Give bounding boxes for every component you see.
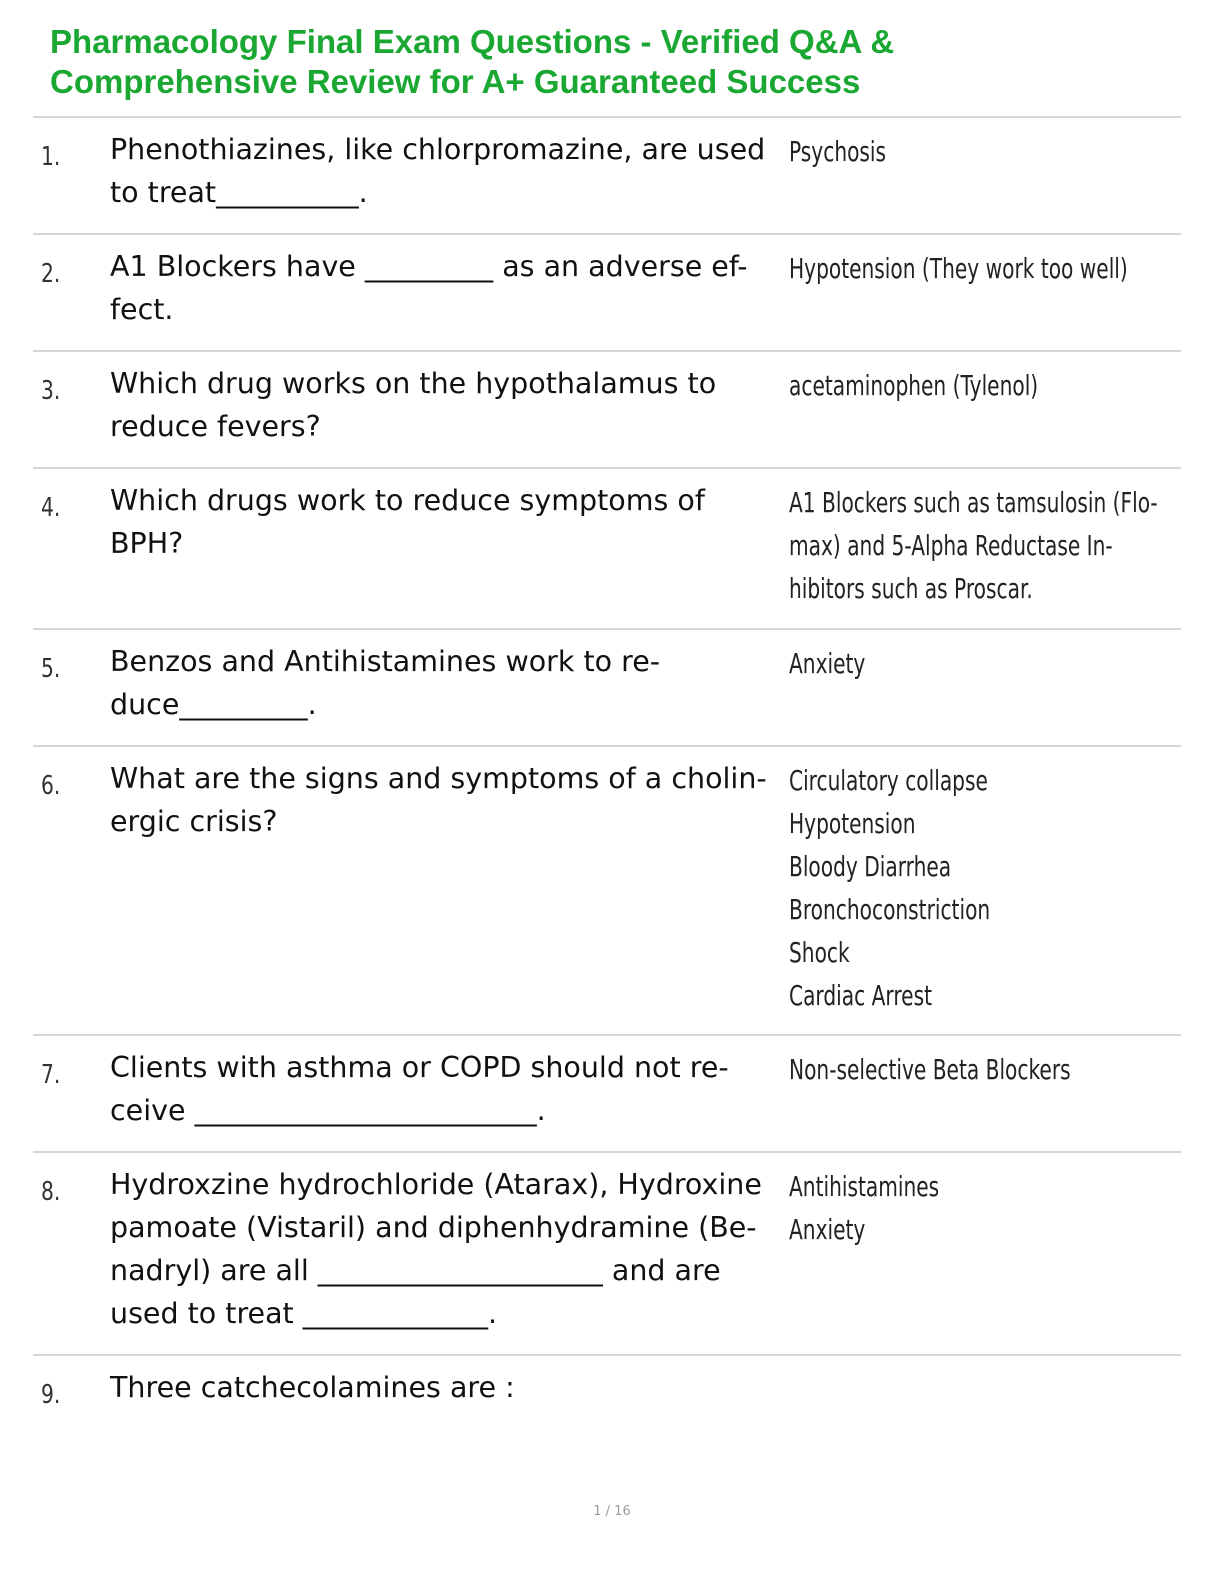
answer-line: max) and 5-Alpha Reductase In- — [789, 529, 1113, 562]
answer-line: acetaminophen (Tylenol) — [789, 369, 1039, 402]
question-line: nadryl) are all ____________________ and are — [110, 1254, 721, 1287]
question-number: 7. — [41, 1060, 61, 1090]
question-number: 8. — [41, 1177, 61, 1207]
question-number: 3. — [41, 376, 61, 406]
question-text — [110, 128, 782, 214]
question-number: 2. — [41, 259, 61, 289]
answer-text — [789, 130, 1163, 173]
question-number: 1. — [41, 142, 61, 172]
answer-line: Antihistamines — [789, 1170, 940, 1203]
question-line: Hydroxzine hydrochloride (Atarax), Hydroxine — [110, 1168, 762, 1201]
question-line: reduce fevers? — [110, 410, 321, 443]
answer-line: Bloody Diarrhea — [789, 850, 952, 883]
answer-text — [789, 1165, 1163, 1251]
question-line: Which drugs work to reduce symptoms of — [110, 484, 705, 517]
question-line: Clients with asthma or COPD should not re- — [110, 1051, 729, 1084]
question-text — [110, 757, 782, 843]
answer-line: Hypotension (They work too well) — [789, 252, 1128, 285]
answer-line: Non-selective Beta Blockers — [789, 1053, 1071, 1086]
question-number: 6. — [41, 771, 61, 801]
qa-item — [33, 747, 1181, 1036]
question-text — [110, 1366, 782, 1409]
answer-line: Anxiety — [789, 1213, 866, 1246]
question-number: 4. — [41, 493, 61, 523]
question-line: to treat__________. — [110, 176, 368, 209]
question-line: Phenothiazines, like chlorpromazine, are used — [110, 133, 766, 166]
answer-text — [789, 247, 1163, 290]
answer-line: Bronchoconstriction — [789, 893, 991, 926]
question-line: duce_________. — [110, 688, 317, 721]
question-text — [110, 245, 782, 331]
question-line: What are the signs and symptoms of a cholin- — [110, 762, 767, 795]
question-line: Three catchecolamines are : — [110, 1371, 515, 1404]
question-number: 5. — [41, 654, 61, 684]
qa-item — [33, 1356, 1181, 1476]
question-line: pamoate (Vistaril) and diphenhydramine (Be- — [110, 1211, 757, 1244]
question-line: ergic crisis? — [110, 805, 278, 838]
question-text — [110, 1046, 782, 1132]
qa-list — [33, 118, 1181, 1476]
question-text — [110, 640, 782, 726]
answer-line: hibitors such as Proscar. — [789, 572, 1033, 605]
question-line: fect. — [110, 293, 174, 326]
answer-line: Shock — [789, 936, 850, 969]
answer-text — [789, 364, 1163, 407]
answer-line: Cardiac Arrest — [789, 979, 932, 1012]
question-line: BPH? — [110, 527, 184, 560]
qa-item — [33, 630, 1181, 747]
document-title — [50, 22, 1190, 102]
title-line-2: Comprehensive Review for A+ Guaranteed Success — [50, 63, 861, 100]
qa-item — [33, 352, 1181, 469]
question-text — [110, 479, 782, 565]
question-number: 9. — [41, 1380, 61, 1410]
answer-line: A1 Blockers such as tamsulosin (Flo- — [789, 486, 1158, 519]
question-text — [110, 362, 782, 448]
answer-text — [789, 1048, 1163, 1091]
qa-item — [33, 235, 1181, 352]
answer-text — [789, 642, 1163, 685]
title-line-1: Pharmacology Final Exam Questions - Verified Q&A & — [50, 23, 895, 60]
qa-item — [33, 1153, 1181, 1356]
question-line: A1 Blockers have _________ as an adverse ef- — [110, 250, 748, 283]
question-text — [110, 1163, 782, 1335]
answer-line: Circulatory collapse — [789, 764, 988, 797]
page-number: 1 / 16 — [593, 1504, 631, 1519]
answer-text — [789, 759, 1163, 1017]
question-line: ceive ________________________. — [110, 1094, 546, 1127]
answer-line: Anxiety — [789, 647, 866, 680]
qa-item — [33, 1036, 1181, 1153]
question-line: Which drug works on the hypothalamus to — [110, 367, 717, 400]
qa-item — [33, 469, 1181, 630]
question-line: Benzos and Antihistamines work to re- — [110, 645, 661, 678]
answer-line: Psychosis — [789, 135, 887, 168]
answer-text — [789, 481, 1163, 610]
question-line: used to treat _____________. — [110, 1297, 498, 1330]
answer-line: Hypotension — [789, 807, 916, 840]
qa-item — [33, 118, 1181, 235]
